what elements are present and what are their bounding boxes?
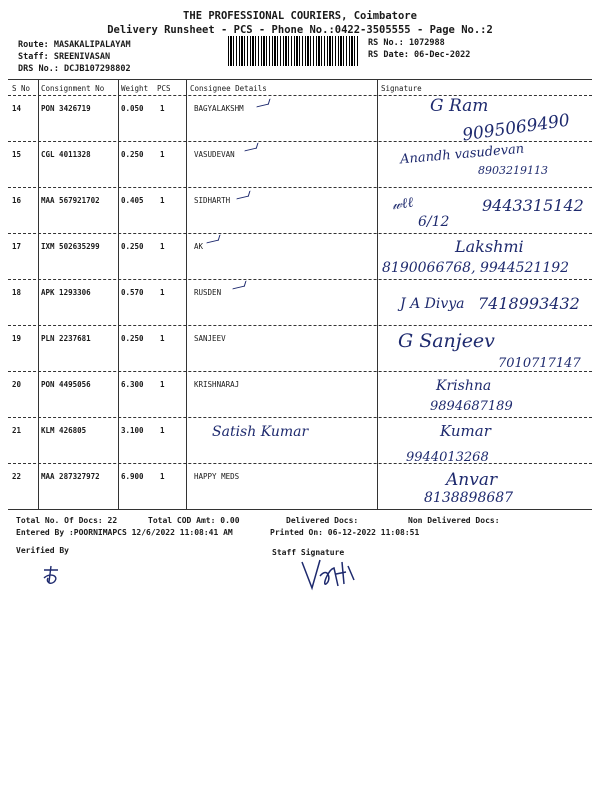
weight: 6.900	[121, 472, 144, 481]
serial-number: 16	[12, 196, 22, 205]
weight: 0.405	[121, 196, 144, 205]
row-divider	[8, 233, 592, 234]
entered-by: Entered By :POORNIMAPCS 12/6/2022 11:08:41 AM	[16, 528, 233, 537]
column-header: PCS	[157, 84, 171, 93]
consignee-name: BAGYALAKSHM	[194, 104, 244, 113]
serial-number: 14	[12, 104, 22, 113]
signature: Anvar	[446, 470, 498, 490]
weight: 0.250	[121, 242, 144, 251]
serial-number: 21	[12, 426, 22, 435]
pieces: 1	[160, 104, 165, 113]
weight: 3.100	[121, 426, 144, 435]
weight: 0.050	[121, 104, 144, 113]
serial-number: 19	[12, 334, 22, 343]
printed-on: Printed On: 06-12-2022 11:08:51	[270, 528, 420, 537]
pieces: 1	[160, 426, 165, 435]
column-header: S No	[12, 84, 31, 93]
signature-scribble: 𝓌ℓℓ	[390, 194, 415, 214]
check-mark-icon	[256, 99, 270, 108]
handwritten-phone: 8903219113	[478, 164, 548, 177]
row-divider	[8, 187, 592, 188]
signature: G Ram	[430, 96, 489, 116]
rs-number: RS No.: 1072988	[368, 38, 445, 48]
signature: Krishna	[436, 378, 492, 394]
column-header: Signature	[381, 84, 422, 93]
barcode	[228, 36, 360, 66]
consignee-name: AK	[194, 242, 204, 251]
total-docs: Total No. Of Docs: 22	[16, 516, 118, 525]
handwritten-phone: 9944013268	[406, 450, 489, 465]
consignee-name: HAPPY MEDS	[194, 472, 240, 481]
handwritten-phone: 7418993432	[478, 294, 580, 313]
signature: J A Divya	[400, 296, 465, 312]
weight: 0.570	[121, 288, 144, 297]
consignment-number: MAA 567921702	[41, 196, 100, 205]
consignment-number: PON 3426719	[41, 104, 91, 113]
document-title: THE PROFESSIONAL COURIERS, Coimbatore	[183, 10, 417, 22]
route-label: Route: MASAKALIPALAYAM	[18, 40, 131, 50]
col-divider	[118, 79, 119, 509]
row-divider	[8, 325, 592, 326]
handwritten-phone: 9894687189	[430, 399, 513, 414]
pieces: 1	[160, 472, 165, 481]
consignee-name: SIDHARTH	[194, 196, 231, 205]
row-divider	[8, 371, 592, 372]
pieces: 1	[160, 196, 165, 205]
serial-number: 22	[12, 472, 22, 481]
rs-date: RS Date: 06-Dec-2022	[368, 50, 471, 60]
consignment-number: PLN 2237681	[41, 334, 91, 343]
pieces: 1	[160, 288, 165, 297]
pieces: 1	[160, 334, 165, 343]
weight: 0.250	[121, 334, 144, 343]
handwritten-phone: 9095069490	[461, 110, 572, 146]
delivered-docs: Delivered Docs:	[286, 516, 359, 525]
column-header: Consignment No	[41, 84, 105, 93]
serial-number: 17	[12, 242, 22, 251]
row-divider	[8, 463, 592, 464]
weight: 6.300	[121, 380, 144, 389]
document-subtitle: Delivery Runsheet - PCS - Phone No.:0422-3505555 - Page No.:2	[107, 24, 493, 36]
serial-number: 15	[12, 150, 22, 159]
check-mark-icon	[244, 143, 258, 152]
consignee-name: VASUDEVAN	[194, 150, 235, 159]
handwritten-phone: 8190066768, 9944521192	[382, 260, 570, 276]
table-top-border	[8, 79, 592, 80]
col-divider	[186, 79, 187, 509]
signature: Anandh vasudevan	[399, 141, 525, 168]
total-cod: Total COD Amt: 0.00	[148, 516, 240, 525]
check-mark-icon	[236, 191, 250, 200]
signature: 6/12	[418, 214, 450, 230]
drs-number: DRS No.: DCJB107298802	[18, 64, 131, 74]
row-divider	[8, 141, 592, 142]
consignment-number: MAA 287327972	[41, 472, 100, 481]
consignment-number: IXM 502635299	[41, 242, 100, 251]
table-bottom-border	[8, 509, 592, 510]
signature: Kumar	[440, 422, 491, 440]
check-mark-icon	[232, 281, 246, 290]
staff-signature-scribble	[298, 556, 358, 592]
check-mark-icon	[206, 235, 220, 244]
non-delivered-docs: Non Delivered Docs:	[408, 516, 500, 525]
handwritten-phone: 8138898687	[424, 490, 514, 506]
verifier-signature-scribble	[40, 564, 64, 586]
pieces: 1	[160, 242, 165, 251]
col-divider	[38, 79, 39, 509]
consignee-name: RUSDEN	[194, 288, 222, 297]
signature: Lakshmi	[455, 237, 524, 256]
staff-signature-label: Staff Signature	[272, 548, 345, 557]
handwritten-consignee: Satish Kumar	[212, 424, 309, 440]
consignee-name: KRISHNARAJ	[194, 380, 240, 389]
pieces: 1	[160, 380, 165, 389]
row-divider	[8, 279, 592, 280]
header-divider	[8, 95, 592, 96]
col-divider	[377, 79, 378, 509]
consignment-number: APK 1293306	[41, 288, 91, 297]
serial-number: 18	[12, 288, 22, 297]
staff-label: Staff: SREENIVASAN	[18, 52, 111, 62]
signature: G Sanjeev	[398, 330, 495, 352]
row-divider	[8, 417, 592, 418]
consignment-number: KLM 426805	[41, 426, 87, 435]
handwritten-phone: 9443315142	[482, 196, 584, 215]
verified-by-label: Verified By	[16, 546, 69, 555]
serial-number: 20	[12, 380, 22, 389]
consignee-name: SANJEEV	[194, 334, 226, 343]
column-header: Weight	[121, 84, 149, 93]
consignment-number: PON 4495056	[41, 380, 91, 389]
weight: 0.250	[121, 150, 144, 159]
column-header: Consignee Details	[190, 84, 267, 93]
consignment-number: CGL 4011328	[41, 150, 91, 159]
handwritten-phone: 7010717147	[498, 356, 581, 371]
pieces: 1	[160, 150, 165, 159]
